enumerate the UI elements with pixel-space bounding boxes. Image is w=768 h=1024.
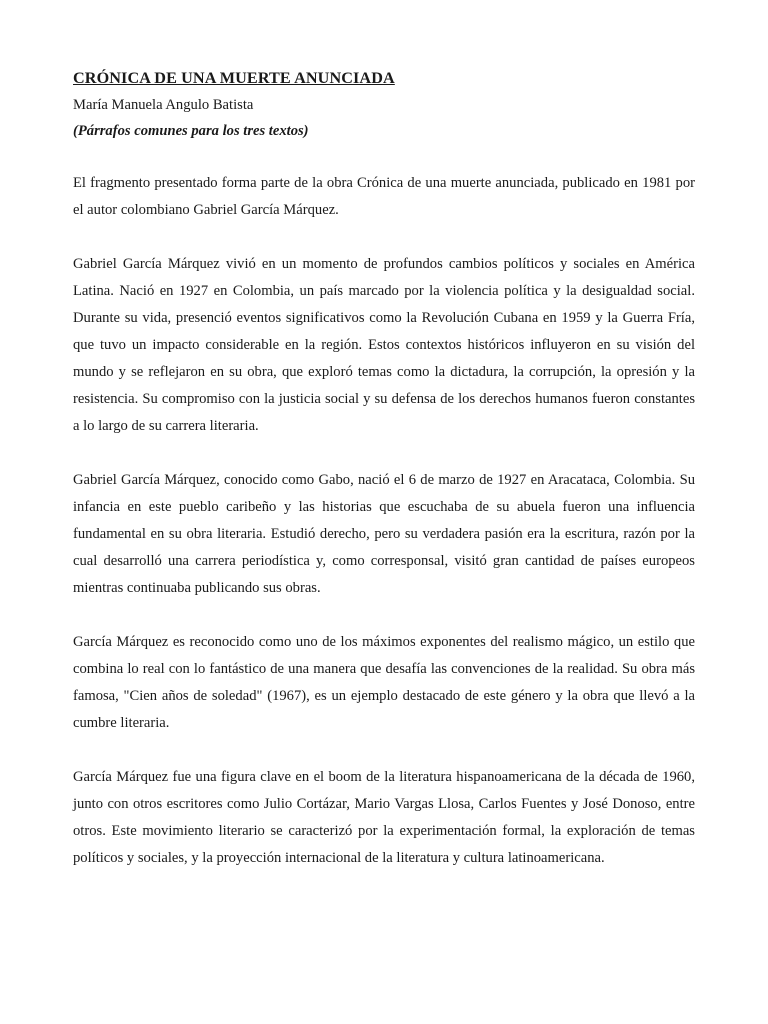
document-subtitle: (Párrafos comunes para los tres textos)	[73, 123, 309, 139]
author-name: María Manuela Angulo Batista	[73, 97, 254, 113]
document-body	[73, 66, 695, 872]
paragraph-biography: Gabriel García Márquez, conocido como Gabo, nació el 6 de marzo de 1927 en Aracataca, Colombia. Su infancia en este pueblo caribeño y las historias que escuchaba de su abuela fueron una influencia fundamental en su obra literaria. Estudió derecho, pero su verdadera pasión era la escritura, razón por la cual desarrolló una carrera periodística y, como corresponsal, visitó gran cantidad de países europeos mientras continuaba publicando sus obras.	[73, 472, 695, 596]
paragraph-intro: El fragmento presentado forma parte de la obra Crónica de una muerte anunciada, publicado en 1981 por el autor colombiano Gabriel García Márquez.	[73, 175, 695, 218]
document-title: CRÓNICA DE UNA MUERTE ANUNCIADA	[73, 69, 395, 87]
paragraph-historical-context: Gabriel García Márquez vivió en un momento de profundos cambios políticos y sociales en América Latina. Nació en 1927 en Colombia, un país marcado por la violencia política y la desigualdad social. Durante su vida, presenció eventos significativos como la Revolución Cubana en 1959 y la Guerra Fría, que tuvo un impacto considerable en la región. Estos contextos históricos influyeron en su visión del mundo y se reflejaron en su obra, que exploró temas como la dictadura, la corrupción, la opresión y la resistencia. Su compromiso con la justicia social y su defensa de los derechos humanos fueron constantes a lo largo de su carrera literaria.	[73, 256, 695, 434]
paragraph-magical-realism: García Márquez es reconocido como uno de los máximos exponentes del realismo mágico, un estilo que combina lo real con lo fantástico de una manera que desafía las convenciones de la realidad. Su obra más famosa, "Cien años de soledad" (1967), es un ejemplo destacado de este género y la obra que llevó a la cumbre literaria.	[73, 634, 695, 731]
paragraph-latin-american-boom: García Márquez fue una figura clave en el boom de la literatura hispanoamericana de la década de 1960, junto con otros escritores como Julio Cortázar, Mario Vargas Llosa, Carlos Fuentes y José Donoso, entre otros. Este movimiento literario se caracterizó por la experimentación formal, la exploración de temas políticos y sociales, y la proyección internacional de la literatura y cultura latinoamericana.	[73, 769, 695, 866]
